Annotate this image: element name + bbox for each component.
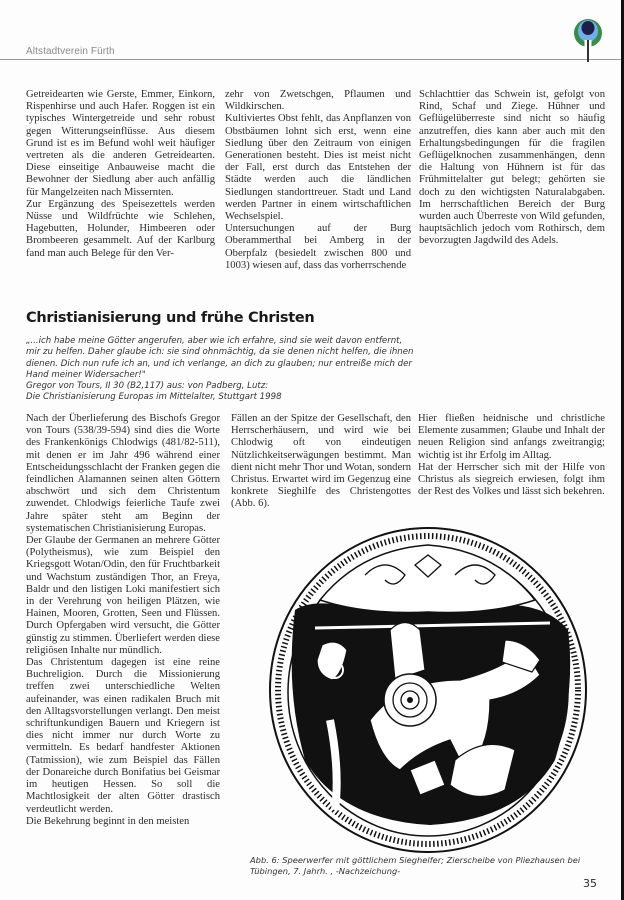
- tree-logo-icon: [571, 18, 605, 62]
- paragraph: Hier fließen heidnische und christliche Elemente zusammen; Glaube und Inhalt der neuen Religion sind anfangs zweitrangig; wichtig ist ihr Erfolg im Alltag.: [418, 413, 605, 461]
- paragraph: Die Bekehrung beginnt in den meisten: [26, 815, 190, 827]
- quote-source: Die Christianisierung Europas im Mittelalter, Stuttgart 1998: [26, 392, 282, 403]
- paragraph: Nach der Überlieferung des Bischofs Gregor von Tours (538/39-594) sind dies die Worte des Frankenkönigs Chlodwigs (481/82-511), mit denen er im Jahr 496 während einer Entscheidungsschlacht der Franken gegen die feindlichen Alamannen seinen alten Göttern abschwört und sich dem Christentum zuwendet. Chlodwigs feierliche Taufe zwei Jahre später steht am Beginn der systematischen Christianisierung Europas.: [26, 413, 220, 534]
- page-number: 35: [583, 877, 597, 890]
- section-title: Christianisierung und frühe Christen: [26, 310, 315, 326]
- top-column-1: [26, 89, 215, 260]
- paragraph: zehr von Zwetschgen, Pflaumen und Wildkirschen.: [225, 89, 411, 113]
- epigraph-quote: [26, 336, 586, 404]
- quote-line: Hand meiner Widersacher!": [26, 369, 146, 380]
- paragraph: Fällen an der Spitze der Gesellschaft, den Herrscherhäusern, und wird wie bei Chlodwig oft von eindeutigen Nützlichkeitserwägungen bestimmt. Man dient nicht mehr Thor und Wotan, sondern Christus. Erwartet wird im Gegenzug eine konkrete Sieghilfe des Christengottes (Abb. 6).: [231, 413, 411, 510]
- paragraph: Der Glaube der Germanen an mehrere Götter (Polytheismus), wie zum Beispiel den Kriegsgott Wotan/Odin, den für Fruchtbarkeit und Wachstum zuständigen Thor, an Freya, Baldr und den listigen Loki manifestiert sich in der Verehrung von heiligen Plätzen, wie Hainen, Mooren, Grotten, Seen und Flüssen. Durch Opfergaben wird versucht, die Götter günstig zu stimmen. Überliefert werden diese religiösen Inhalte nur mündlich.: [26, 535, 221, 656]
- paragraph: Das Christentum dagegen ist eine reine Buchreligion. Durch die Missionierung treffen zwei unterschiedliche Welten aufeinander, was einen radikalen Bruch mit den Alltagsvorstellungen verlangt. Den meist schriftunkundigen Bauern und Kriegern ist dies nicht immer nur durch Worte zu vermitteln. Es bedarf handfester Aktionen (Tatmission), wie zum Beispiel das Fällen der Donareiche durch Bonifatius bei Geismar im heutigen Hessen. So soll die Machtlosigkeit der alten Götter drastisch verdeutlicht werden.: [26, 657, 220, 815]
- bottom-column-2: [231, 413, 411, 511]
- figure-caption: Abb. 6: Speerwerfer mit göttlichem Sieghelfer; Zierscheibe von Pliezhausen bei Tübingen, 7. Jahrh. , -Nachzeichung-: [250, 855, 581, 876]
- quote-line: mir zu helfen. Daher glaube ich: sie sind ohnmächtig, da sie denen nicht helfen, die ihnen: [26, 347, 414, 358]
- engraved-disc-illustration: [250, 520, 605, 860]
- top-column-2: [225, 89, 411, 272]
- paragraph: Getreidearten wie Gerste, Emmer, Einkorn, Rispenhirse und auch Hafer. Roggen ist ein typisches Wintergetreide und sehr robust gegen Witterungseinflüsse. Aus diesem Grund ist es im Befund wohl weit häufiger vertreten als die anderen Getreidearten. Diese einseitige Anbauweise macht die Bewohner der Siedlung aber auch anfällig für Mangelzeiten nach Missernten.: [26, 89, 215, 198]
- header-label: Altstadtverein Fürth: [26, 46, 115, 57]
- header-divider: [0, 59, 621, 60]
- paragraph: Zur Ergänzung des Speisezettels werden Nüsse und Wildfrüchte wie Schlehen, Hagebutten, Holunder, Himbeeren oder Brombeeren gesammelt. Auf der Karlburg fand man auch Belege für den Ver-: [26, 198, 215, 259]
- quote-line: „...ich habe meine Götter angerufen, aber wie ich erfahre, sind sie weit davon entfernt,: [26, 336, 403, 346]
- quote-source: Gregor von Tours, II 30 (B2,117) aus: von Padberg, Lutz:: [26, 381, 269, 392]
- bottom-column-3: [418, 413, 605, 498]
- paragraph: Kultiviertes Obst fehlt, das Anpflanzen von Obstbäumen lohnt sich erst, wenn eine Siedlung über den Zeitraum von einigen Generationen besteht. Dies ist meist nicht der Fall, erst durch das Entstehen der Städte werden auch die ländlichen Siedlungen standorttreuer. Stadt und Land werden Partner in einem wirtschaftlichen Wechselspiel.: [225, 113, 411, 223]
- bottom-column-1: [26, 413, 220, 828]
- quote-line: dienen. Dich nun rufe ich an, und ich verlange, an dich zu glauben; nur entreiße mich der: [26, 358, 412, 369]
- paragraph: Schlachttier das Schwein ist, gefolgt von Rind, Schaf und Ziege. Hühner und Geflügelüberreste sind nicht so häufig anzutreffen, dies kann aber auch mit den Erhaltungsbedingungen für die fragilen Geflügelknochen zusammenhängen, denn die Haltung von Hühnern ist für das Frühmittelalter gut belegt; gehörten sie doch zu den wichtigsten Naturalabgaben. Im herrschaftlichen Bereich der Burg wurden auch Überreste von Wild gefunden, hauptsächlich jedoch vom Rothirsch, dem bevorzugten Jagdwild des Adels.: [419, 89, 605, 247]
- paragraph: Untersuchungen auf der Burg Oberammerthal bei Amberg in der Oberpfalz (besiedelt zwischen 800 und 1003) wiesen auf, dass das vorherrschende: [225, 223, 411, 271]
- top-column-3: [419, 89, 605, 248]
- paragraph: Hat der Herrscher sich mit der Hilfe von Christus als siegreich erwiesen, folgt ihm der Rest des Volkes und lässt sich bekehren.: [418, 461, 605, 498]
